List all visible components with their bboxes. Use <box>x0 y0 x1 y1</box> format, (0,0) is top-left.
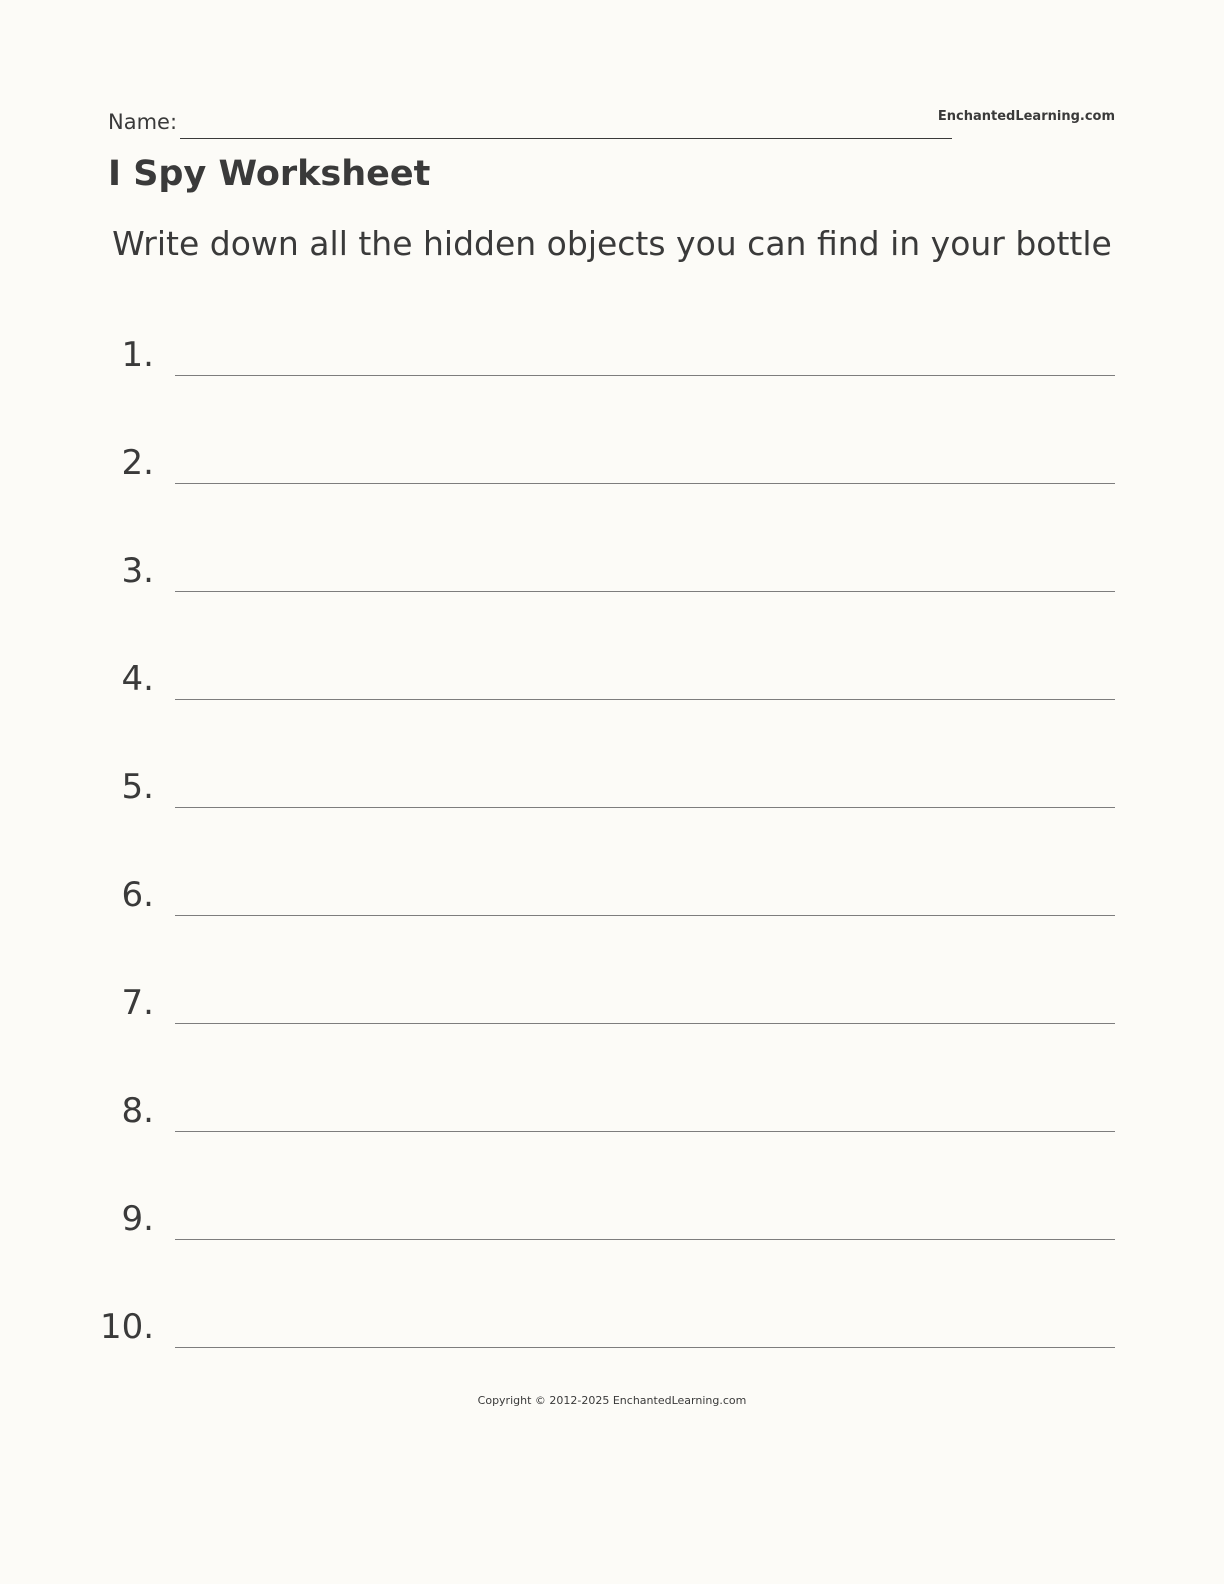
instruction-text: Write down all the hidden objects you can find in your bottle <box>112 224 1112 263</box>
item-number: 1. <box>121 335 154 375</box>
item-number: 4. <box>121 659 154 699</box>
name-label: Name: <box>108 110 178 134</box>
answer-line[interactable] <box>175 699 1115 700</box>
answer-line[interactable] <box>175 591 1115 592</box>
page-title: I Spy Worksheet <box>108 154 431 194</box>
list-item <box>100 316 1116 376</box>
item-number: 7. <box>121 983 154 1023</box>
copyright-footer: Copyright © 2012-2025 EnchantedLearning.com <box>477 1394 747 1407</box>
item-number: 3. <box>121 551 154 591</box>
list-item <box>100 640 1116 700</box>
answer-line[interactable] <box>175 915 1115 916</box>
item-number: 10. <box>100 1307 155 1347</box>
answer-line[interactable] <box>175 483 1115 484</box>
answer-line[interactable] <box>175 807 1115 808</box>
item-number: 8. <box>121 1091 154 1131</box>
list-item <box>100 1288 1116 1348</box>
list-item <box>100 1072 1116 1132</box>
site-mark: EnchantedLearning.com <box>937 109 1115 124</box>
answer-line[interactable] <box>175 1131 1115 1132</box>
list-item <box>100 856 1116 916</box>
list-item <box>100 748 1116 808</box>
item-number: 5. <box>121 767 154 807</box>
list-item <box>100 964 1116 1024</box>
list-item <box>100 532 1116 592</box>
answer-line[interactable] <box>175 1347 1115 1348</box>
list-item <box>100 1180 1116 1240</box>
item-number: 6. <box>121 875 154 915</box>
answer-line[interactable] <box>175 1023 1115 1024</box>
item-number: 2. <box>121 443 154 483</box>
answer-line[interactable] <box>175 375 1115 376</box>
item-number: 9. <box>121 1199 154 1239</box>
answer-line[interactable] <box>175 1239 1115 1240</box>
list-item <box>100 424 1116 484</box>
